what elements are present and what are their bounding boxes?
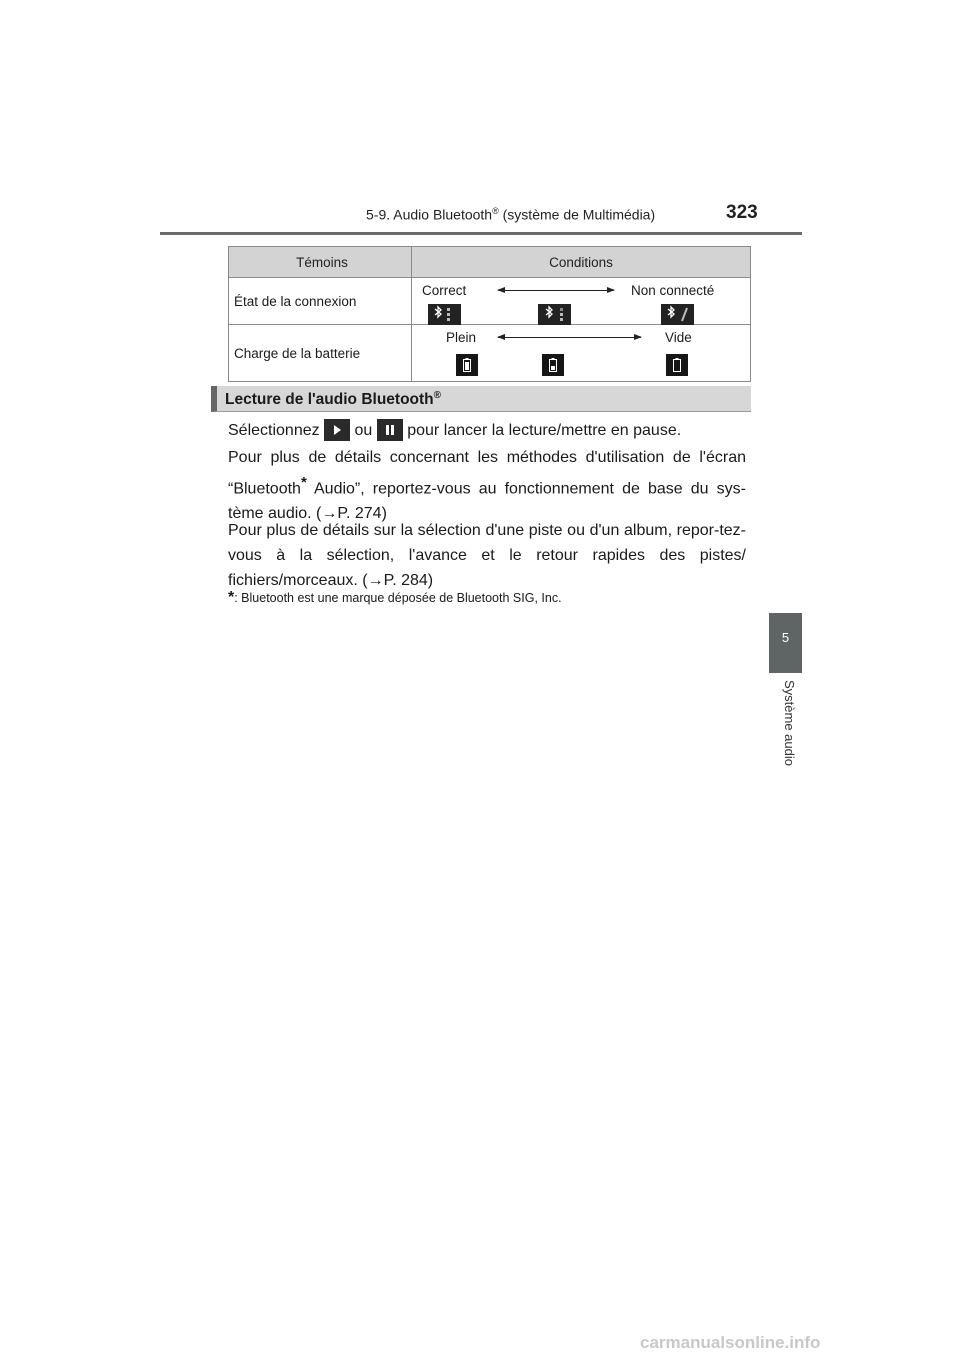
header-temoins: Témoins (229, 247, 412, 278)
paragraph-details (228, 445, 746, 526)
text-play-pause: pour lancer la lecture/mettre en pause. (407, 422, 682, 439)
double-arrow-icon (498, 337, 641, 338)
header-rule (160, 232, 802, 235)
paragraph-playback (228, 418, 746, 443)
footnote (228, 589, 562, 607)
battery-half-icon (542, 354, 564, 376)
page-number: 323 (726, 202, 758, 223)
footnote-star: * (228, 589, 235, 606)
text-ou: ou (354, 422, 373, 439)
section-subtitle: (système de Multimédia) (498, 206, 656, 223)
registered-mark: ® (492, 206, 499, 216)
text-selectionnez: Sélectionnez (228, 422, 320, 439)
header-conditions: Conditions (412, 247, 751, 278)
chapter-label: Système audio (782, 680, 797, 766)
connection-conditions (412, 278, 751, 325)
label-plein: Plein (446, 330, 477, 345)
text-details-b: Audio”, reportez-vous au fonctionnement de base du sys-tème audio. (→P. 274) (228, 480, 746, 523)
battery-conditions (412, 325, 751, 382)
label-correct: Correct (422, 283, 467, 298)
section-heading-text: Lecture de l'audio Bluetooth (225, 391, 434, 409)
indicator-table (228, 246, 751, 382)
row-label-connection: État de la connexion (229, 278, 412, 325)
bluetooth-partial-icon (538, 304, 571, 325)
text-details-a: Pour plus de détails concernant les méthodes d'utilisation de l'écran “Bluetooth (228, 449, 746, 498)
chapter-tab: 5 (769, 613, 802, 673)
section-title: 5-9. Audio Bluetooth (366, 206, 493, 223)
section-heading-title (225, 390, 441, 409)
bluetooth-connected-icon (428, 304, 461, 325)
footnote-star: * (300, 474, 307, 491)
table-row (229, 278, 751, 325)
label-non-connecte: Non connecté (631, 283, 715, 298)
page-header (160, 198, 802, 234)
battery-full-icon (456, 354, 478, 376)
double-arrow-icon (498, 290, 614, 291)
battery-empty-icon (666, 354, 688, 376)
section-header-bar (211, 386, 751, 412)
table-row (229, 325, 751, 382)
section-heading (366, 206, 655, 223)
play-icon (324, 419, 350, 441)
footnote-text: : Bluetooth est une marque déposée de Bluetooth SIG, Inc. (234, 591, 562, 605)
watermark: carmanualsonline.info (640, 1333, 821, 1352)
table-header-row (229, 247, 751, 278)
label-vide: Vide (665, 330, 692, 345)
paragraph-track-selection: Pour plus de détails sur la sélection d'une piste ou d'un album, repor-tez-vous à la sélection, l'avance et le retour rapides des pistes/ fichiers/morceaux. (→P. 284) (228, 522, 746, 589)
registered-mark: ® (433, 390, 442, 401)
bluetooth-disconnected-icon (661, 304, 694, 325)
pause-icon (377, 419, 403, 441)
row-label-battery: Charge de la batterie (229, 325, 412, 382)
